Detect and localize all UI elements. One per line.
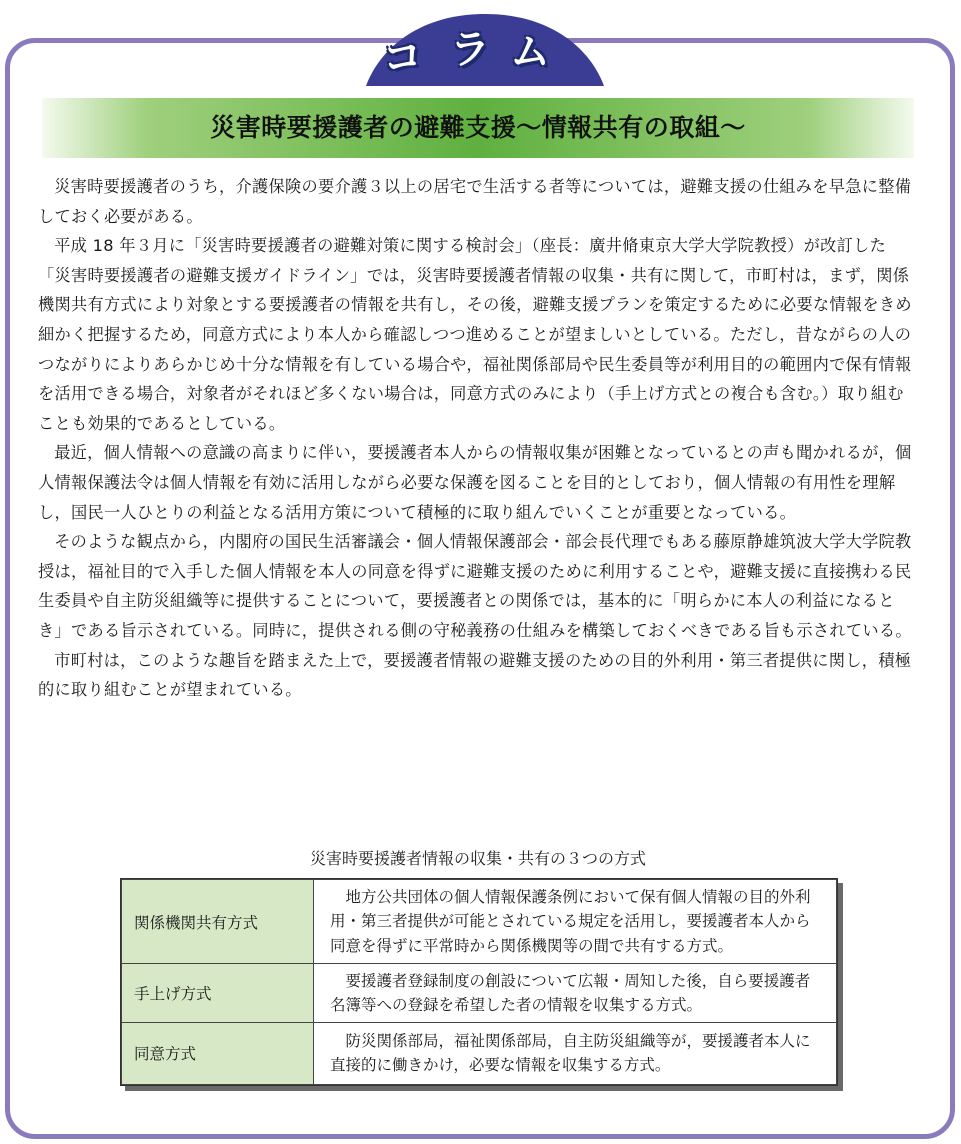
column-body <box>38 172 918 705</box>
method-name: 同意方式 <box>122 1022 314 1084</box>
method-name: 手上げ方式 <box>122 964 314 1022</box>
column-tab <box>360 8 610 90</box>
paragraph-1: 災害時要援護者のうち，介護保険の要介護３以上の居宅で生活する者等については，避難支援の仕組みを早急に整備しておく必要がある。 <box>38 177 912 226</box>
table-caption: 災害時要援護者情報の収集・共有の３つの方式 <box>309 849 646 868</box>
method-description: 地方公共団体の個人情報保護条例において保有個人情報の目的外利用・第三者提供が可能とされている規定を活用し，要援護者本人から同意を得ずに平常時から関係機関等の間で共有する方式。 <box>314 880 837 964</box>
methods-table <box>120 878 838 1086</box>
table-row <box>122 964 837 1022</box>
tab-char-ra: ラ <box>450 27 490 73</box>
table-row <box>122 1022 837 1084</box>
page-title: 災害時要援護者の避難支援〜情報共有の取組〜 <box>210 113 746 142</box>
table-row <box>122 880 837 964</box>
method-description: 防災関係部局，福祉関係部局，自主防災組織等が，要援護者本人に直接的に働きかけ，必要な情報を収集する方式。 <box>314 1022 837 1084</box>
method-name: 関係機関共有方式 <box>122 880 314 964</box>
paragraph-4: そのような観点から，内閣府の国民生活審議会・個人情報保護部会・部会長代理でもある藤原静雄筑波大学大学院教授は，福祉目的で入手した個人情報を本人の同意を得ずに避難支援のために利用することや，避難支援に直接携わる民生委員や自主防災組織等に提供することについて，要援護者との関係では，基本的に「明らかに本人の利益になるとき」である旨示されている。同時に，提供される側の守秘義務の仕組みを構築しておくべきである旨も示されている。 <box>38 532 912 640</box>
paragraph-3: 最近，個人情報への意識の高まりに伴い，要援護者本人からの情報収集が困難となっているとの声も聞かれるが，個人情報保護法令は個人情報を有効に活用しながら必要な保護を図ることを目的としており，個人情報の有用性を理解し，国民一人ひとりの利益となる活用方策について積極的に取り組んでいくことが重要となっている。 <box>38 443 912 522</box>
paragraph-5: 市町村は，このような趣旨を踏まえた上で，要援護者情報の避難支援のための目的外利用・第三者提供に関し，積極的に取り組むことが望まれている。 <box>38 650 912 700</box>
method-description: 要援護者登録制度の創設について広報・周知した後，自ら要援護者名簿等への登録を希望した者の情報を収集する方式。 <box>314 964 837 1022</box>
paragraph-2: 平成 18 年３月に「災害時要援護者の避難対策に関する検討会」（座長：廣井脩東京大学大学院教授）が改訂した「災害時要援護者の避難支援ガイドライン」では，災害時要援護者情報の収集・共有に関して，市町村は，まず，関係機関共有方式により対象とする要援護者の情報を共有し，その後，避難支援プランを策定するために必要な情報をきめ細かく把握するため，同意方式により本人から確認しつつ進めることが望ましいとしている。ただし，昔ながらの人のつながりによりあらかじめ十分な情報を有している場合や，福祉関係部局や民生委員等が利用目的の範囲内で保有情報を活用できる場合，対象者がそれほど多くない場合は，同意方式のみにより（手上げ方式との複合も含む。）取り組むことも効果的であるとしている。 <box>38 236 912 433</box>
tab-char-mu-small: ム <box>510 29 550 75</box>
tab-char-ko: コ <box>380 33 425 83</box>
